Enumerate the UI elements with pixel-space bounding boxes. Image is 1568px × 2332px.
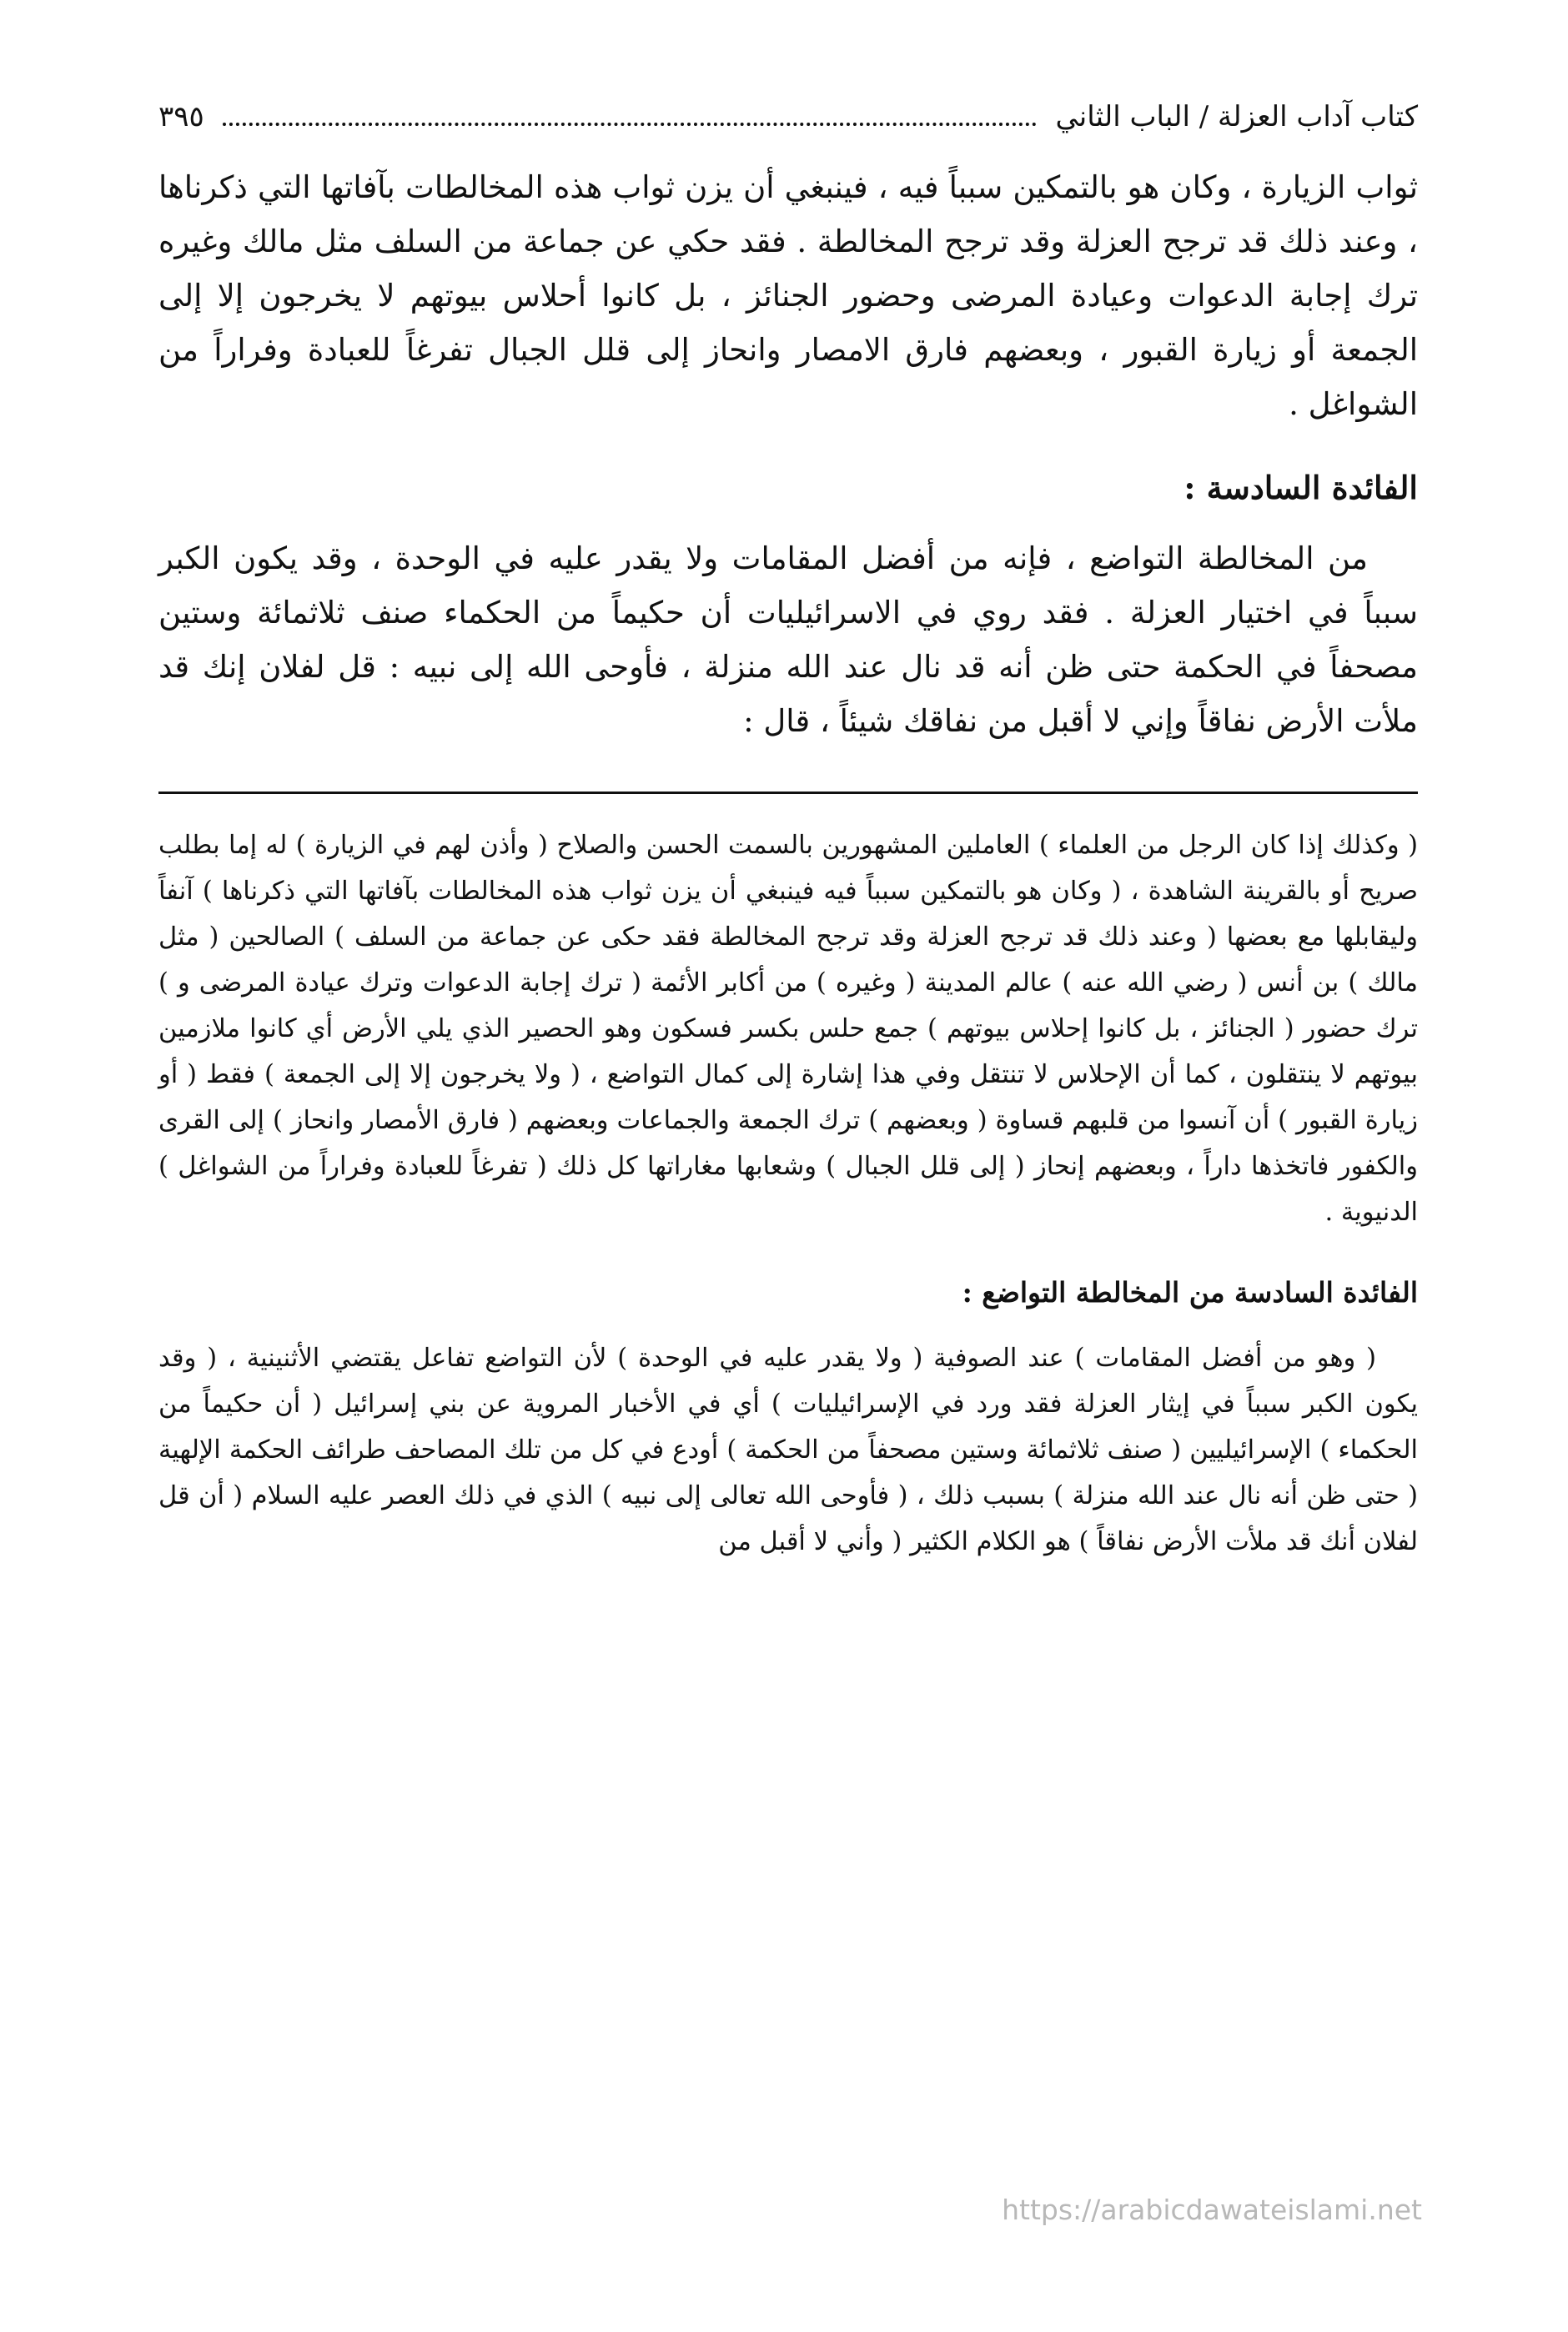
main-paragraph-2: من المخالطة التواضع ، فإنه من أفضل المقامات ولا يقدر عليه في الوحدة ، وقد يكون الكبر سبباً في اختيار العزلة . فقد روي في الاسرائيليات أن حكيماً من الحكماء صنف ثلاثمائة وستين مصحفاً في الحكمة حتى ظن أنه قد نال عند الله منزلة ، فأوحى الله إلى نبيه : قل لفلان إنك قد ملأت الأرض نفاقاً وإني لا أقبل من نفاقك شيئاً ، قال : bbox=[158, 540, 1418, 739]
main-text bbox=[158, 160, 1418, 748]
running-header bbox=[158, 100, 1418, 160]
commentary-paragraph-1: ( وكذلك إذا كان الرجل من العلماء ) العاملين المشهورين بالسمت الحسن والصلاح ( وأذن لهم في الزيارة ) له إما بطلب صريح أو بالقرينة الشاهدة ، ( وكان هو بالتمكين سبباً فيه فينبغي أن يزن ثواب هذه المخالطات بآفاتها التي ذكرناها ) آنفاً وليقابلها مع بعضها ( وعند ذلك قد ترجح العزلة وقد ترجح المخالطة فقد حكى عن جماعة من السلف ) الصالحين ( مثل مالك ) بن أنس ( رضي الله عنه ) عالم المدينة ( وغيره ) من أكابر الأئمة ( ترك إجابة الدعوات وترك عيادة المرضى و ) ترك حضور ( الجنائز ، بل كانوا إحلاس بيوتهم ) جمع حلس بكسر فسكون وهو الحصير الذي يلي الأرض أي كانوا ملازمين بيوتهم لا ينتقلون ، كما أن الإحلاس لا تنتقل وفي هذا إشارة إلى كمال التواضع ، ( ولا يخرجون إلا إلى الجمعة ) فقط ( أو زيارة القبور ) أن آنسوا من قلبهم قساوة ( وبعضهم ) ترك الجمعة والجماعات وبعضهم ( فارق الأمصار وانحاز ) إلى القرى والكفور فاتخذها داراً ، وبعضهم إنحاز ( إلى قلل الجبال ) وشعابها مغاراتها كل ذلك ( تفرغاً للعبادة وفراراً من الشواغل ) الدنيوية . bbox=[158, 831, 1418, 1227]
commentary-paragraph-2: ( وهو من أفضل المقامات ) عند الصوفية ( ولا يقدر عليه في الوحدة ) لأن التواضع تفاعل يقتضي الأثنينية ، ( وقد يكون الكبر سبباً في إيثار العزلة فقد ورد في الإسرائيليات ) أي في الأخبار المروية عن بني إسرائيل ( أن حكيماً من الحكماء ) الإسرائيليين ( صنف ثلاثمائة وستين مصحفاً من الحكمة ) أودع في كل من تلك المصاحف طرائف الحكمة الإلهية ( حتى ظن أنه نال عند الله منزلة ) بسبب ذلك ، ( فأوحى الله تعالى إلى نبيه ) الذي في ذلك العصر عليه السلام ( أن قل لفلان أنك قد ملأت الأرض نفاقاً ) هو الكلام الكثير ( وأني لا أقبل من bbox=[158, 1344, 1418, 1556]
source-watermark: https://arabicdawateislami.net bbox=[1002, 2194, 1422, 2226]
header-title: كتاب آداب العزلة / الباب الثاني bbox=[1055, 100, 1418, 133]
section-heading: الفائدة السادسة : bbox=[1184, 469, 1418, 506]
page-number: ٣٩٥ bbox=[158, 100, 204, 133]
footnote-divider bbox=[158, 792, 1418, 794]
book-page bbox=[158, 100, 1418, 1565]
header-dots bbox=[223, 123, 1038, 126]
commentary-heading: الفائدة السادسة من المخالطة التواضع : bbox=[962, 1276, 1418, 1309]
commentary bbox=[158, 822, 1418, 1565]
main-paragraph-1: ثواب الزيارة ، وكان هو بالتمكين سبباً فيه ، فينبغي أن يزن ثواب هذه المخالطات بآفاتها التي ذكرناها ، وعند ذلك قد ترجح العزلة وقد ترجح المخالطة . فقد حكي عن جماعة من السلف مثل مالك وغيره ترك إجابة الدعوات وعيادة المرضى وحضور الجنائز ، بل كانوا أحلاس بيوتهم لا يخرجون إلا إلى الجمعة أو زيارة القبور ، وبعضهم فارق الامصار وانحاز إلى قلل الجبال تفرغاً للعبادة وفراراً من الشواغل . bbox=[158, 169, 1419, 422]
